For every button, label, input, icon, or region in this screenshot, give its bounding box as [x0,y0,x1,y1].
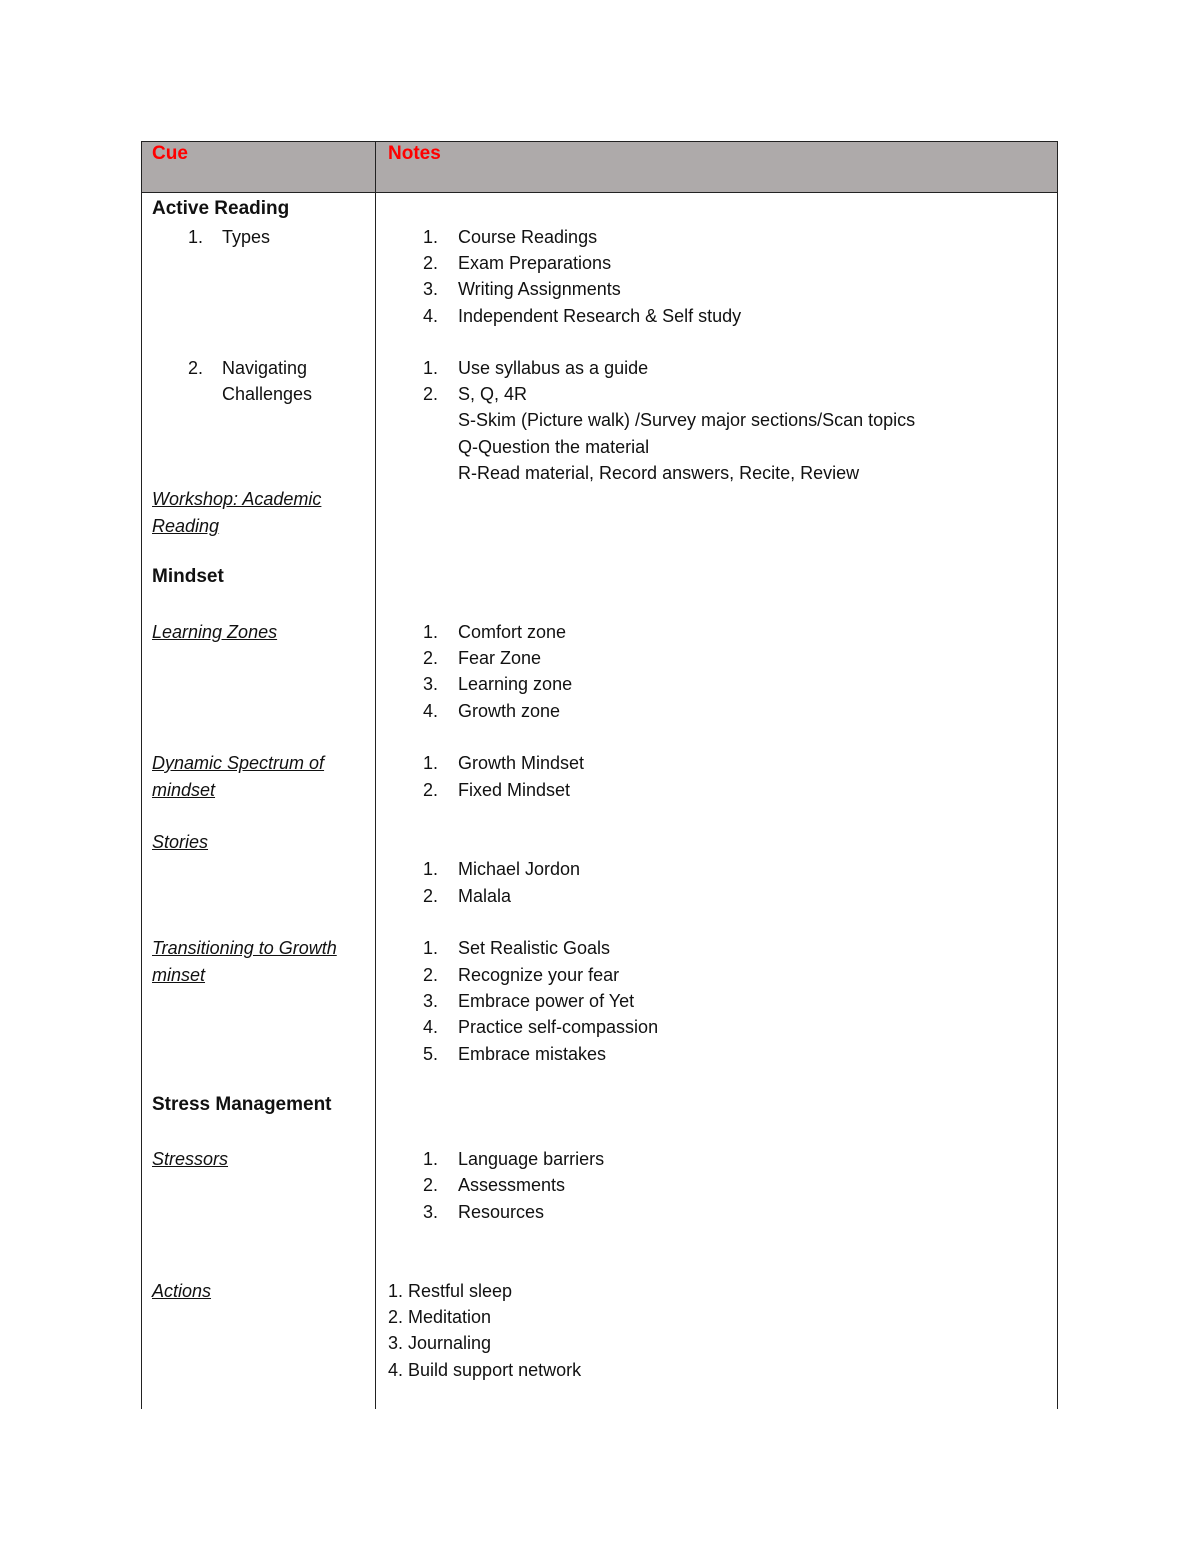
list-item: Embrace mistakes [458,1044,607,1064]
list-number: 1. [423,358,439,378]
list-number: 3. [423,279,439,299]
list-number: 5. [423,1044,439,1064]
list-number: 4. [423,306,439,326]
list-item: Fixed Mindset [458,780,571,800]
list-item: Exam Preparations [458,253,612,273]
column-divider [375,141,376,193]
list-item: Course Readings [458,227,598,247]
cue-transitioning: Transitioning to Growth [152,938,337,958]
list-item: Embrace power of Yet [458,991,635,1011]
cue-column-header: Cue [152,143,188,164]
list-item: Writing Assignments [458,279,621,299]
list-number: 2. [423,384,439,404]
cue-number: 1. [188,227,204,247]
list-item: Learning zone [458,674,573,694]
cue-learning-zones: Learning Zones [152,622,278,642]
list-item: Comfort zone [458,622,567,642]
list-number: 1. [423,859,439,879]
cue-actions: Actions [152,1281,212,1301]
list-item: 4. Build support network [388,1360,582,1380]
list-item: Growth zone [458,701,561,721]
list-number: 4. [423,1017,439,1037]
cue-number: 2. [188,358,204,378]
section-heading-active-reading: Active Reading [152,198,290,219]
cue-workshop: Workshop: Academic [152,489,322,509]
table-header-row [141,141,1058,193]
list-number: 2. [423,886,439,906]
column-divider [375,193,376,1409]
list-item: Set Realistic Goals [458,938,611,958]
list-item: Assessments [458,1175,566,1195]
list-item: Language barriers [458,1149,605,1169]
list-number: 4. [423,701,439,721]
list-number: 1. [423,1149,439,1169]
table-border-left [141,193,142,1409]
list-number: 1. [423,938,439,958]
sq4r-detail: R-Read material, Record answers, Recite, Review [458,463,860,483]
cue-challenges: Challenges [222,384,313,404]
cue-stressors: Stressors [152,1149,229,1169]
section-heading-stress: Stress Management [152,1094,332,1115]
list-item: Growth Mindset [458,753,585,773]
list-number: 1. [423,622,439,642]
cue-dynamic-spectrum: Dynamic Spectrum of [152,753,325,773]
list-number: 2. [423,1175,439,1195]
cue-types: Types [222,227,271,247]
cue-stories: Stories [152,832,209,852]
list-item: 1. Restful sleep [388,1281,513,1301]
list-item: 3. Journaling [388,1333,492,1353]
list-number: 3. [423,1202,439,1222]
section-heading-mindset: Mindset [152,566,224,587]
sq4r-detail: S-Skim (Picture walk) /Survey major sections/Scan topics [458,410,916,430]
list-item: Recognize your fear [458,965,620,985]
list-item: Michael Jordon [458,859,581,879]
sq4r-detail: Q-Question the material [458,437,650,457]
cue-dynamic-spectrum-cont: mindset [152,780,216,800]
notes-column-header: Notes [388,143,441,164]
list-number: 2. [423,780,439,800]
list-item: 2. Meditation [388,1307,492,1327]
list-number: 2. [423,648,439,668]
table-border-right [1057,193,1058,1409]
list-item: Malala [458,886,512,906]
list-number: 3. [423,991,439,1011]
list-item: Resources [458,1202,545,1222]
list-item: Fear Zone [458,648,542,668]
list-number: 2. [423,253,439,273]
cue-workshop-cont: Reading [152,516,220,536]
list-number: 2. [423,965,439,985]
list-item: Independent Research & Self study [458,306,742,326]
list-number: 3. [423,674,439,694]
cue-transitioning-cont: minset [152,965,206,985]
list-item: S, Q, 4R [458,384,528,404]
list-number: 1. [423,753,439,773]
list-number: 1. [423,227,439,247]
list-item: Practice self-compassion [458,1017,659,1037]
cue-navigating: Navigating [222,358,308,378]
list-item: Use syllabus as a guide [458,358,649,378]
